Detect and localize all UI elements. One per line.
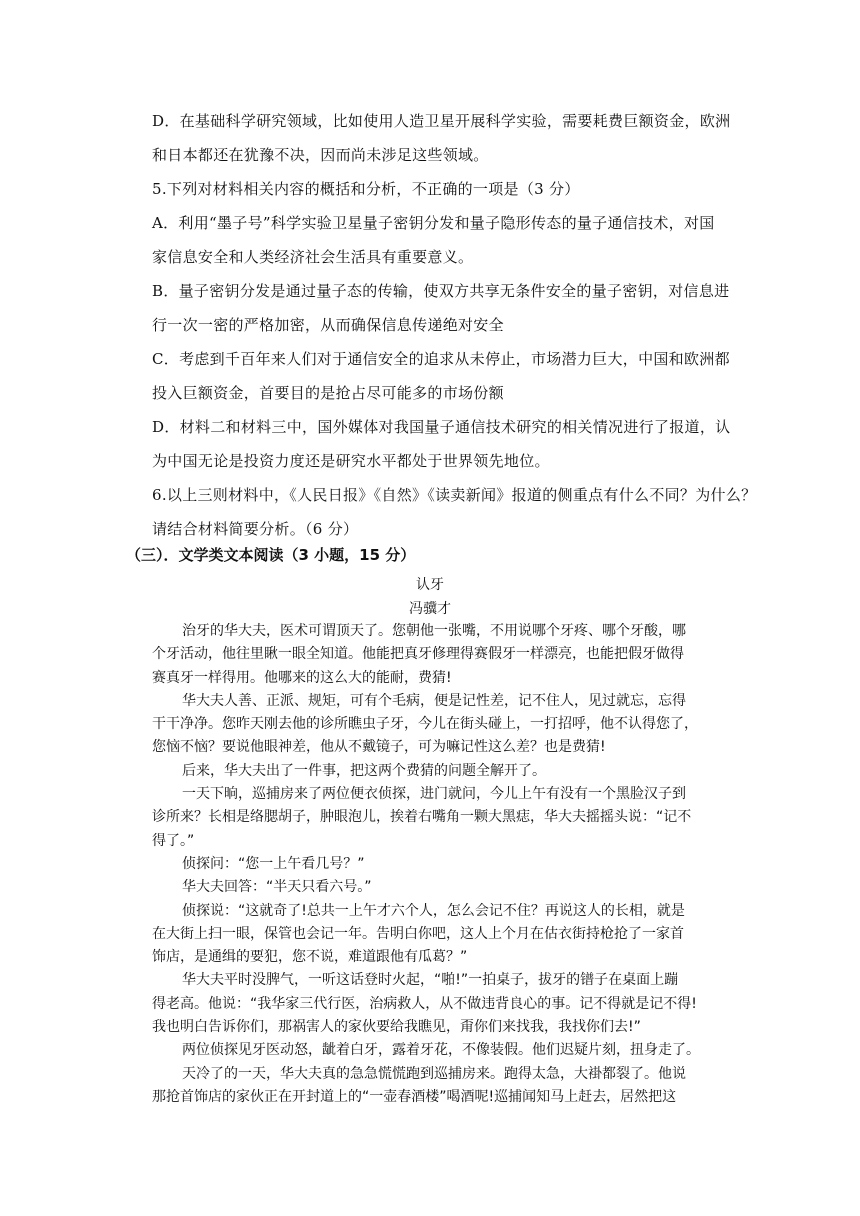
story-line: 那抢首饰店的家伙正在开封道上的“一壶春酒楼”喝酒呢!巡捕闻知马上赶去，居然把这	[152, 1088, 677, 1105]
question-stem: 6.以上三则材料中，《人民日报》《自然》《读卖新闻》报道的侧重点有什么不同？为什么？	[152, 486, 757, 504]
story-line: 个牙活动，他往里瞅一眼全知道。他能把真牙修理得赛假牙一样漂亮，也能把假牙做得	[152, 646, 684, 663]
story-line: 华大夫平时没脾气，一听这话登时火起，“啪!”一拍桌子，拔牙的镨子在桌面上蹦	[182, 972, 679, 989]
story-line: 得老高。他说：“我华家三代行医，治病救人，从不做违背良心的事。记不得就是记不得!	[152, 995, 697, 1012]
story-body	[152, 620, 732, 1109]
text-line: D．在基础科学研究领域，比如使用人造卫星开展科学实验，需要耗费巨额资金，欧洲	[152, 112, 731, 130]
option-c-line: C．考虑到千百年来人们对于通信安全的追求从未停止，市场潜力巨大，中国和欧洲都	[152, 350, 730, 368]
story-line: 侦探问：“您一上午看几号？”	[182, 855, 365, 872]
story-line: 一天下晌，巡捕房来了两位便衣侦探，进门就问，今儿上午有没有一个黑脸汉子到	[182, 786, 686, 803]
story-line: 华大夫人善、正派、规矩，可有个毛病，便是记性差，记不住人，见过就忘，忘得	[182, 692, 686, 709]
story-line: 我也明白告诉你们，那祸害人的家伙要给我瞧见，甭你们来找我，我找你们去!”	[152, 1019, 641, 1036]
story-title: 认牙	[416, 577, 444, 593]
story-line: 后来，华大夫出了一件事，把这两个费猜的问题全解开了。	[182, 762, 546, 779]
text-line: 和日本都还在犹豫不决，因而尚未涉足这些领域。	[152, 146, 489, 164]
story-line: 两位侦探见牙医动怒，龇着白牙，露着牙花，不像装假。他们迟疑片刻，扭身走了。	[182, 1042, 700, 1059]
story-line: 得了。”	[152, 832, 195, 849]
option-c-line: 投入巨额资金，首要目的是抢占尽可能多的市场份额	[152, 384, 504, 402]
story-line: 饰店，是通缉的要犯，您不说，难道跟他有瓜葛？”	[152, 949, 468, 966]
question-5	[152, 172, 732, 478]
question-stem: 请结合材料简要分析。（6 分）	[152, 520, 359, 538]
option-b-line: 行一次一密的严格加密，从而确保信息传递绝对安全	[152, 316, 504, 334]
story-line: 干干净净。您昨天刚去他的诊所瞧虫子牙，今儿在街头碰上，一打招呼，他不认得您了，	[152, 716, 698, 733]
option-a-line: 家信息安全和人类经济社会生活具有重要意义。	[152, 248, 474, 266]
story-line: 治牙的华大夫，医术可谓顶天了。您朝他一张嘴，不用说哪个牙疼、哪个牙酸，哪	[182, 623, 686, 639]
story-line: 在大街上扫一眼，保管也会记一年。告明白你吧，这人上个月在估衣街持枪抢了一家首	[152, 925, 684, 942]
question-stem: 5.下列对材料相关内容的概括和分析，不正确的一项是（3 分）	[152, 180, 580, 198]
option-b-line: B．量子密钥分发是通过量子态的传输，使双方共享无条件安全的量子密钥，对信息进	[152, 282, 730, 300]
option-d-previous	[152, 104, 732, 172]
story-author: 冯骥才	[409, 601, 451, 617]
story-line: 您恼不恼？要说他眼神差，他从不戴镜子，可为嘛记性这么差？也是费猜!	[152, 739, 606, 756]
option-d-line: 为中国无论是投资力度还是研究水平都处于世界领先地位。	[152, 452, 550, 470]
story-line: 诊所来？长相是络腮胡子，肿眼泡儿，挨着右嘴角一颗大黑痣，华大夫摇摇头说：“记不	[152, 809, 692, 826]
story-line: 侦探说：“这就奇了!总共一上午才六个人，怎么会记不住？再说这人的长相，就是	[182, 902, 685, 919]
story-line: 华大夫回答：“半天只看六号。”	[182, 879, 372, 896]
option-a-line: A．利用“墨子号”科学实验卫星量子密钥分发和量子隐形传态的量子通信技术，对国	[152, 214, 715, 232]
story-line: 天冷了的一天，华大夫真的急急慌慌跑到巡捕房来。跑得太急，大褂都裂了。他说	[182, 1065, 686, 1082]
option-d-line: D．材料二和材料三中，国外媒体对我国量子通信技术研究的相关情况进行了报道，认	[152, 418, 731, 436]
section-heading: （三）．文学类文本阅读（3 小题，15 分）	[126, 546, 416, 564]
story-line: 赛真牙一样得用。他哪来的这么大的能耐，费猜!	[152, 669, 452, 686]
question-6	[152, 478, 757, 546]
